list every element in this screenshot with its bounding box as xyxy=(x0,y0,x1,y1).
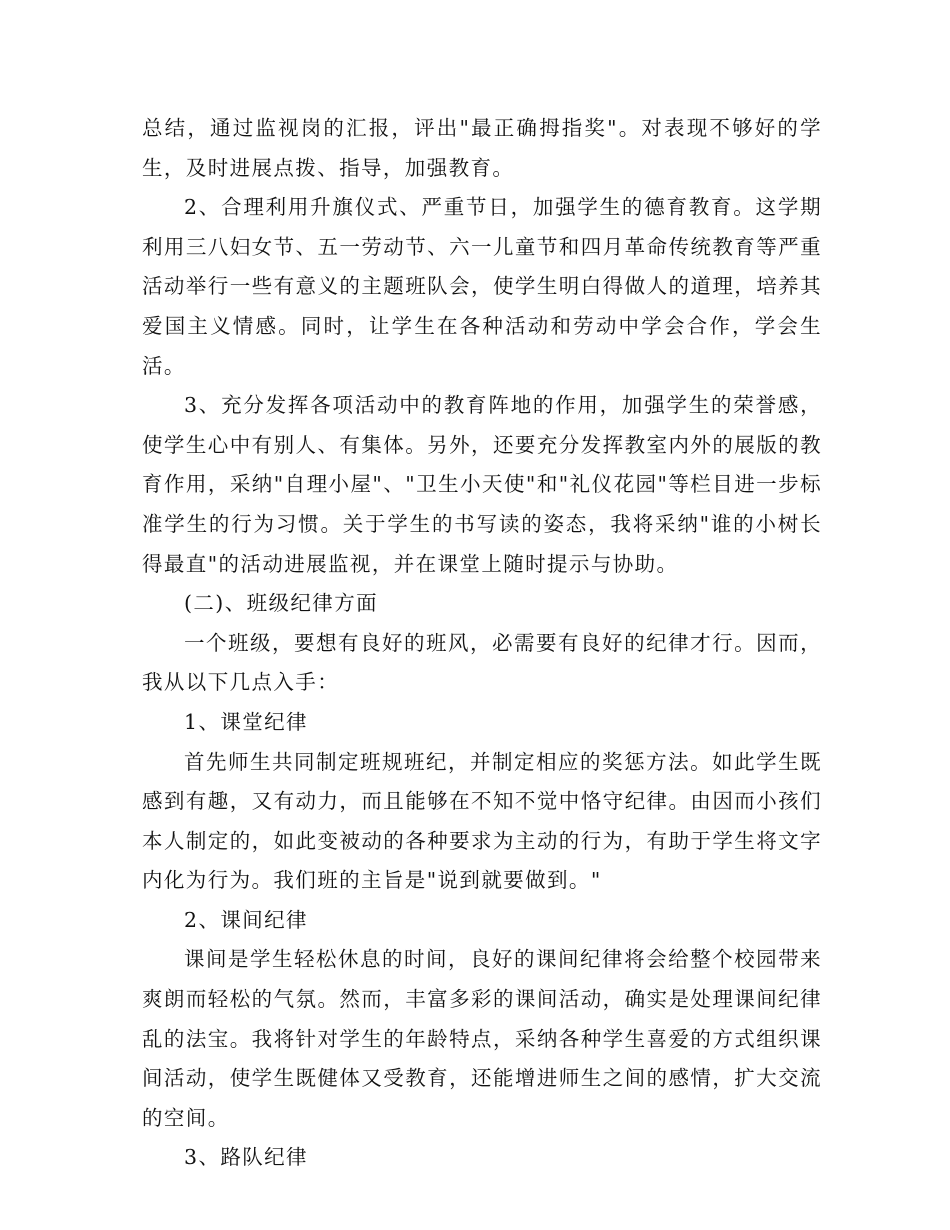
subheading-break-discipline: 2、课间纪律 xyxy=(184,907,308,932)
subheading-classroom-discipline: 1、课堂纪律 xyxy=(184,709,308,734)
paragraph-classroom-discipline: 首先师生共同制定班规班纪，并制定相应的奖惩方法。如此学生既感到有趣，又有动力，而且能够在不知不觉中恪守纪律。由因而小孩们本人制定的，如此变被动的各种要求为主动的行为，有助于学生将文字内化为行为。我们班的主旨是"说到就要做到。" xyxy=(142,749,822,893)
paragraph-item-3-activities: 3、充分发挥各项活动中的教育阵地的作用，加强学生的荣誉感，使学生心中有别人、有集体。另外，还要充分发挥教室内外的展版的教育作用，采纳"自理小屋"、"卫生小天使"和"礼仪花园"等栏目进一步标准学生的行为习惯。关于学生的书写读的姿态，我将采纳"谁的小树长得最直"的活动进展监视，并在课堂上随时提示与协助。 xyxy=(142,393,822,576)
document-body xyxy=(142,109,822,1178)
paragraph-discipline-intro: 一个班级，要想有良好的班风，必需要有良好的纪律才行。因而，我从以下几点入手： xyxy=(142,630,822,695)
paragraph-break-discipline: 课间是学生轻松休息的时间，良好的课间纪律将会给整个校园带来爽朗而轻松的气氛。然而，丰富多彩的课间活动，确实是处理课间纪律乱的法宝。我将针对学生的年龄特点，采纳各种学生喜爱的方式组织课间活动，使学生既健体又受教育，还能增进师生之间的感情，扩大交流的空间。 xyxy=(142,947,822,1130)
paragraph-summary-continued: 总结，通过监视岗的汇报，评出"最正确拇指奖"。对表现不够好的学生，及时进展点拨、指导，加强教育。 xyxy=(142,116,822,180)
paragraph-item-2-moral-education: 2、合理利用升旗仪式、严重节日，加强学生的德育教育。这学期利用三八妇女节、五一劳动节、六一儿童节和四月革命传统教育等严重活动举行一些有意义的主题班队会，使学生明白得做人的道理，培养其爱国主义情感。同时，让学生在各种活动和劳动中学会合作，学会生活。 xyxy=(142,195,822,378)
section-heading-class-discipline: (二)、班级纪律方面 xyxy=(184,591,378,616)
subheading-queue-discipline: 3、路队纪律 xyxy=(184,1145,308,1170)
